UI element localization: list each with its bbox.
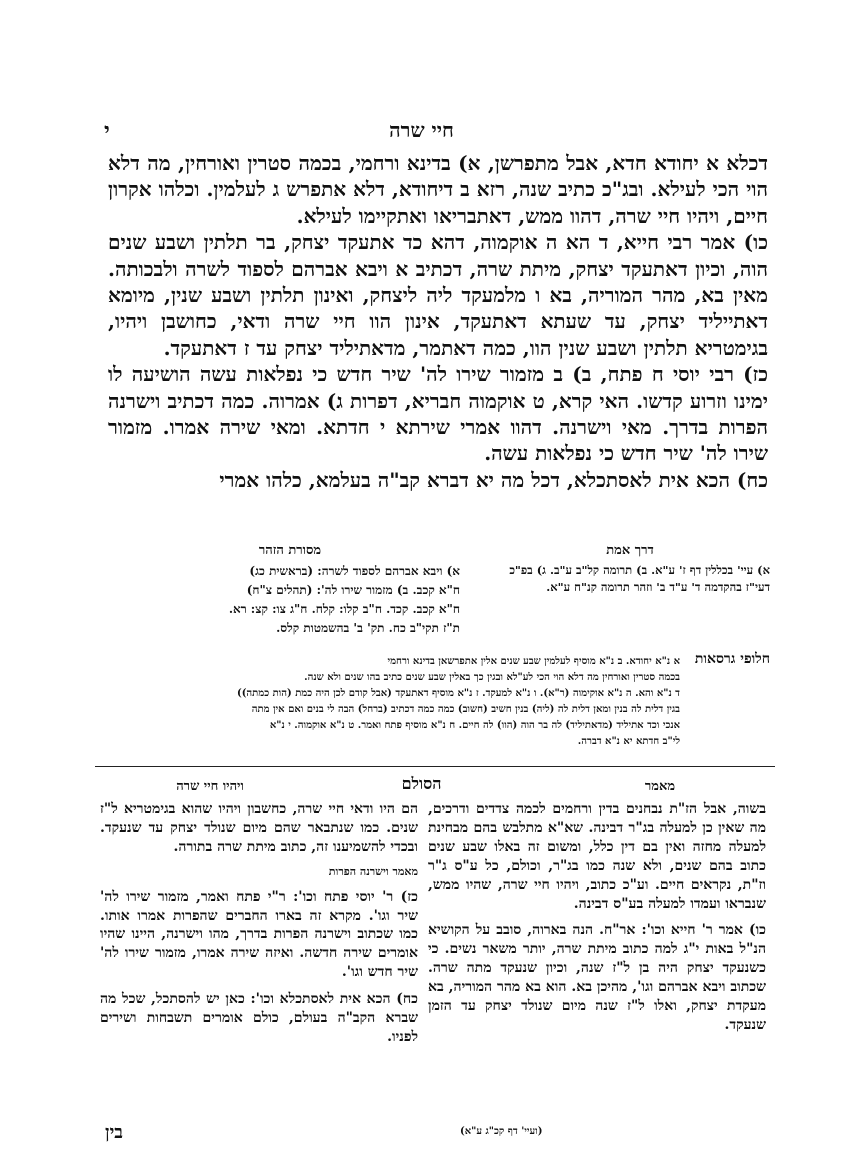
mesoret-line: ח"א קכב. ב) מזמור שירו לה': (תהלים צ"ח) (246, 583, 460, 597)
chilufei-line: א נ"א יחודא. ב נ"א מוסיף לעלמין שבע שנים אלין אתפרשאן בדינא ורחמי (387, 656, 680, 667)
sulam-heading: הסולם (401, 774, 442, 793)
sulam-paragraph: כח) הכא אית לאסתכלא וכו': כאן יש להסתכל, שכל מה שברא הקב"ה בעולם, כולם אומרים תשבחות ושירים לפניו. (100, 991, 418, 1045)
sulam-left-column (100, 800, 418, 1047)
zohar-main-text (108, 150, 768, 493)
chilufei-line: לי"ב חדתא יא נ"א דברה. (577, 736, 680, 747)
catchword: בין (105, 1122, 123, 1143)
sulam-section-title: מאמר וישרנה הפרות (328, 864, 418, 878)
derech-emet-notes (470, 562, 770, 596)
derech-emet-heading: דרך אמת (606, 543, 654, 558)
cross-reference-note: (ועיי' דף קכ"ג ע"א) (460, 1126, 543, 1137)
chilufei-line: בגין דלית לה בנין ומאן דלית לה (ליה) בנין חשיב (חשוב) כמה כמה דכתיב (ברחל) הבה לי בנים ואם אין מתה (251, 704, 680, 715)
mesoret-line: א) ויבא אברהם לספוד לשרה: (בראשית כג) (249, 564, 460, 578)
mesoret-line: ח"א קכב. קכד. ח"ב קלו: קלח. ח"ג צו: קצ: רא. (228, 602, 460, 616)
derech-emet-line: דעי"ז בהקדמה ד' ע"ד ב' וזהר תרומה קנ"ח ע"א. (546, 580, 770, 594)
main-paragraph: כו) אמר רבי חייא, ד הא ה אוקמוה, דהא כד אתעקד יצחק, בר תלתין ושבע שנים הוה, וכיון דאתעקד יצחק, מיתת שרה, דכתיב א ויבא אברהם לספוד לשרה ולבכותה. מאין בא, מהר המוריה, בא ו מלמעקד ליה ליצחק, ואינון תלתין ושבע שנין, מיומא דאתייליד יצחק, עד שעתא דאתעקד, אינון הוו חיי שרה ודאי, כחושבן ויהיו, בגימטריא תלתין ושבע שנין הוו, כמה דאתמר, מדאתיליד יצחק עד ז דאתעקד. (108, 230, 768, 360)
chilufei-notes (96, 654, 680, 750)
main-paragraph: כח) הכא אית לאסתכלא, דכל מה יא דברא קב"ה בעלמא, כלהו אמרי (219, 467, 768, 492)
sulam-paragraph: כז) ר' יוסי פתח וכו': ר"י פתח ואמר, מזמור שירו לה' שיר וגו'. מקרא זה בארו החברים שהפרות אמרו אותו. כמו שכתוב וישרנה הפרות בדרך, מהו וישרנה, היינו שהיו אומרים שירה חדשה. ואיזה שירה אמרו, מזמור שירו לה' שיר חדש וגו'. (100, 888, 418, 981)
sulam-paragraph: הם היו ודאי חיי שרה, כחשבון ויהיו שהוא בגימטריא ל"ז שנים. כמו שנתבאר שהם מיום שנולד יצחק עד שנעקד. ובכדי להשמיענו זה, כתוב מיתת שרה בתורה. (100, 801, 418, 855)
mesoret-heading: מסורת הזהר (258, 543, 322, 558)
sulam-paragraph: בשוה, אבל הז"ת נבחנים בדין ורחמים לכמה צדדים ודרכים, מה שאין כן למעלה בג"ר דבינה. שא"א מתלבש בהם מבחינת למעלה מחזה ואין בם דין כלל, ומשום זה באלו שבע שנים כתוב בהם שנים, ולא שנה כמו בג"ר, וכולם, כל ע"ס ג"ר וז"ת, נקראים חיים. וע"כ כתוב, ויהיו חיי שרה, שהיו ממש, שנבראו ועמדו למעלה בע"ס דבינה. (428, 801, 766, 912)
chilufei-label: חלופי גרסאות (694, 651, 770, 667)
mesoret-notes (108, 562, 460, 638)
sulam-right-column (428, 800, 766, 1035)
main-paragraph: כז) רבי יוסי ח פתח, ב) ב מזמור שירו לה' שיר חדש כי נפלאות עשה הושיעה לו ימינו וזרוע קדשו. האי קרא, ט אוקמוה חבריא, דפרות ג) אמרוה. כמה דכתיב וישרנה הפרות בדרך. מאי וישרנה. דהוו אמרי שירתא י חדתא. ומאי שירה אמרו. מזמור שירו לה' שיר חדש כי נפלאות עשה. (108, 362, 768, 466)
divider (95, 766, 775, 767)
sulam-paragraph: כו) אמר ר' חייא וכו': אר"ח. הנה בארוה, סובב על הקושיא הנ"ל באות י"ג למה כתוב מיתת שרה, יותר משאר נשים. כי כשנעקד יצחק היה בן ל"ז שנה, וכיון שנעקד מתה שרה. שכתוב ויבא אברהם וגו', מהיכן בא. הוא בא מהר המוריה, בא מעקדת יצחק, ואלו ל"ז שנה מיום שנולד יצחק עד הזמן שנעקד. (428, 922, 766, 1033)
chilufei-line: בכמה סטרין ואורחין מה דלא הוי הכי לע"לא ובגין כך באלין שבע שנים כתיב בהו שנים ולא שנה. (304, 672, 680, 683)
running-title: חיי שרה (389, 118, 454, 142)
sulam-maamar-label: מאמר (644, 779, 676, 794)
main-paragraph: דכלא א יחודא חדא, אבל מתפרשן, א) בדינא ורחמי, בכמה סטרין ואורחין, מה דלא הוי הכי לעילא. ובג"כ כתיב שנה, רזא ב דיחודא, דלא אתפרש ג לעלמין. וכלהו אקרון חיים, ויהיו חיי שרה, דהוו ממש, דאתבריאו ואתקיימו לעילא. (108, 151, 768, 228)
chilufei-line: אנכי וכד אתיליד (מדאתיליד) לה בר הוה (הוו) לה חיים. ח נ"א מוסיף פתח ואמר. ט נ"א אוקמוה. י נ"א (269, 720, 680, 731)
page-number: י (104, 118, 110, 144)
chilufei-line: ד נ"א והא. ה נ"א אוקימוה (ר"א). ו נ"א למעקד. ז נ"א מוסיף דאתעקד (אבל קודם לכן היה כמת (הות כמתה)) (236, 688, 680, 699)
mesoret-line: ת"ז תקי"ב כח. תק' ב' בהשמטות קלס. (276, 621, 460, 635)
derech-emet-line: א) עיי' בכללין דף ז' ע"א. ב) תרומה קל"ב ע"ב. ג) בפ"כ (509, 563, 770, 577)
sulam-section-label: ויהיו חיי שרה (176, 779, 244, 794)
